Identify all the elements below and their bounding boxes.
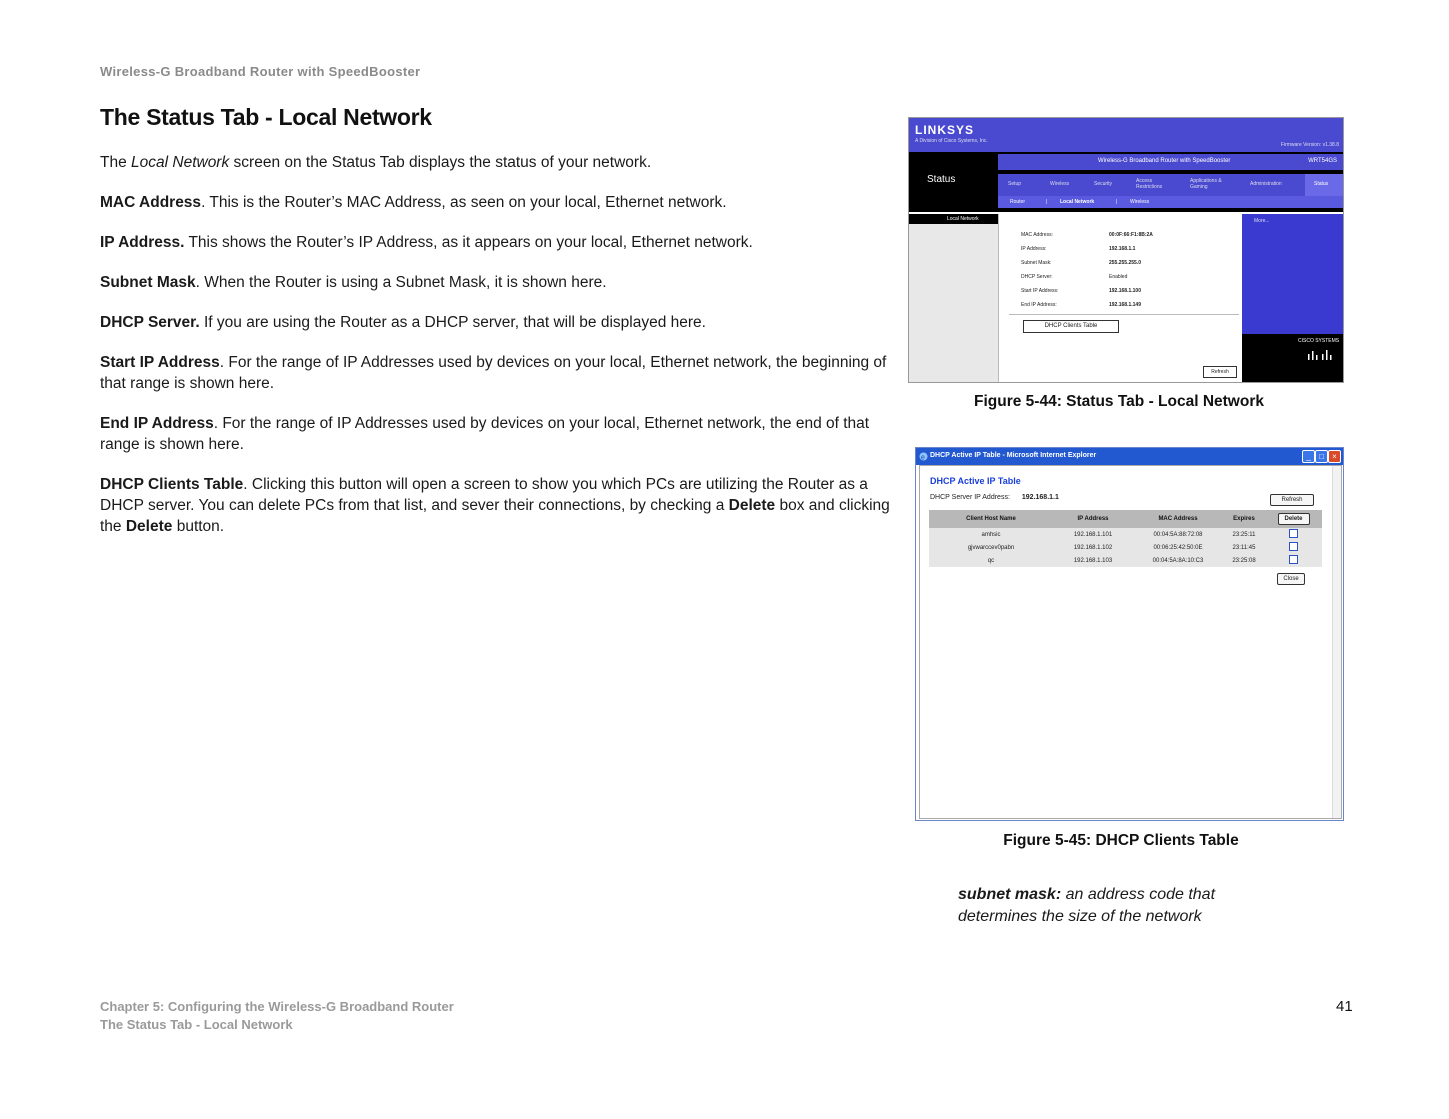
delete-cell <box>1265 554 1322 567</box>
ip-term: IP Address. <box>100 234 185 251</box>
sub-tabs <box>998 196 1343 208</box>
linksys-logo: LINKSYS <box>915 123 975 137</box>
expires-cell: 23:11:45 <box>1223 541 1265 554</box>
cisco-label: CISCO SYSTEMS <box>1298 338 1340 344</box>
subnet-text: . When the Router is using a Subnet Mask, it is shown here. <box>195 274 607 291</box>
side-panel <box>909 214 998 382</box>
window-title: DHCP Active IP Table - Microsoft Internet Explorer <box>930 452 1097 459</box>
glossary-definition-2: determines the size of the network <box>958 908 1202 925</box>
column-header-ip: IP Address <box>1053 510 1133 528</box>
running-head: Wireless-G Broadband Router with SpeedBooster <box>100 64 421 79</box>
subtab-local-network[interactable]: Local Network <box>1060 199 1095 205</box>
close-icon[interactable]: × <box>1328 450 1341 463</box>
host-cell: amhsic <box>929 528 1053 541</box>
table-row <box>929 541 1322 554</box>
ie-icon <box>919 452 928 461</box>
intro-emphasis: Local Network <box>131 154 230 171</box>
dhcp-clients-window-screenshot <box>915 447 1344 821</box>
dhcp-term: DHCP Server. <box>100 314 200 331</box>
subtab-separator-2: | <box>1116 199 1118 205</box>
footer-chapter: Chapter 5: Configuring the Wireless-G Broadband Router <box>100 999 454 1014</box>
page-title: The Status Tab - Local Network <box>100 104 432 130</box>
intro-paragraph <box>100 152 890 173</box>
ip-paragraph <box>100 232 890 253</box>
window-titlebar <box>916 448 1343 465</box>
tab-setup[interactable]: Setup <box>1008 181 1022 187</box>
end-ip-value: 192.168.1.149 <box>1109 302 1141 308</box>
status-content <box>998 214 1243 382</box>
ip-cell: 192.168.1.102 <box>1053 541 1133 554</box>
window-content <box>919 465 1342 819</box>
subtab-router[interactable]: Router <box>1010 199 1026 205</box>
section-label: Status <box>927 174 956 185</box>
clients-text: . Clicking this button will open a screen to show you which PCs are utilizing the Router as a DHCP server. You can delete PCs from that list, and sever their connections, by checking a <box>100 476 868 514</box>
main-tabs <box>998 174 1343 196</box>
mac-cell: 00:04:5A:88:72:08 <box>1133 528 1223 541</box>
linksys-subtitle: A Division of Cisco Systems, Inc. <box>915 138 988 144</box>
mac-value: 00:0F:66:F1:8B:2A <box>1109 232 1153 238</box>
ip-text: This shows the Router’s IP Address, as it appears on your local, Ethernet network. <box>184 234 753 251</box>
router-nav <box>998 152 1343 212</box>
dhcp-paragraph <box>100 312 890 333</box>
table-header-row <box>929 510 1322 528</box>
svg-text:e: e <box>921 454 925 461</box>
delete-cell <box>1265 528 1322 541</box>
server-ip-label: DHCP Server IP Address: <box>930 494 1010 501</box>
glossary-term: subnet mask: <box>958 886 1062 903</box>
delete-checkbox[interactable] <box>1289 529 1298 538</box>
tab-security[interactable]: Security <box>1094 181 1113 187</box>
maximize-icon[interactable]: □ <box>1315 450 1328 463</box>
tab-administration[interactable]: Administration <box>1250 181 1282 187</box>
body-text <box>100 152 890 537</box>
ip-label: IP Address: <box>1021 246 1047 252</box>
host-cell: qc <box>929 554 1053 567</box>
clients-text-3: button. <box>172 518 225 535</box>
start-ip-text: . For the range of IP Addresses used by devices on your local, Ethernet network, the beginning of that range is shown here. <box>100 354 887 392</box>
minimize-icon[interactable]: _ <box>1302 450 1315 463</box>
clients-delete-term-2: Delete <box>125 518 173 535</box>
tab-status[interactable]: Status <box>1314 181 1329 187</box>
page-number: 41 <box>1336 998 1353 1015</box>
expires-cell: 23:25:11 <box>1223 528 1265 541</box>
start-ip-label: Start IP Address: <box>1021 288 1059 294</box>
close-button[interactable]: Close <box>1277 573 1305 585</box>
figure-5-44-caption: Figure 5-44: Status Tab - Local Network <box>974 393 1264 410</box>
subnet-term: Subnet Mask <box>100 274 196 291</box>
mac-label: MAC Address: <box>1021 232 1053 238</box>
side-heading <box>909 214 998 224</box>
subtab-wireless[interactable]: Wireless <box>1130 199 1150 205</box>
refresh-button[interactable]: Refresh <box>1270 494 1314 506</box>
clients-delete-term: Delete <box>728 497 776 514</box>
host-cell: gjvwarccev0pabn <box>929 541 1053 554</box>
dhcp-text: If you are using the Router as a DHCP server, that will be displayed here. <box>199 314 706 331</box>
cisco-bridge-icon <box>1306 348 1336 360</box>
subnet-paragraph <box>100 272 890 293</box>
clients-text-2: box and clicking the <box>100 497 890 535</box>
clients-paragraph <box>100 474 890 537</box>
dhcp-value: Enabled <box>1109 274 1128 280</box>
expires-cell: 23:25:08 <box>1223 554 1265 567</box>
ip-value: 192.168.1.1 <box>1109 246 1136 252</box>
footer-section: The Status Tab - Local Network <box>100 1017 293 1032</box>
help-more-link[interactable]: More... <box>1254 218 1270 224</box>
start-ip-value: 192.168.1.100 <box>1109 288 1141 294</box>
glossary-definition: an address code that <box>1061 886 1216 903</box>
end-ip-text: . For the range of IP Addresses used by devices on your local, Ethernet network, the end of that range is shown here. <box>100 415 870 453</box>
subnet-value: 255.255.255.0 <box>1109 260 1141 266</box>
mac-cell: 00:04:5A:8A:10:C3 <box>1133 554 1223 567</box>
tab-applications-gaming[interactable]: Applications & Gaming <box>1190 178 1222 190</box>
product-name: Wireless-G Broadband Router with SpeedBooster <box>1098 158 1231 164</box>
ip-cell: 192.168.1.103 <box>1053 554 1133 567</box>
mac-term: MAC Address <box>100 194 202 211</box>
clients-term: DHCP Clients Table <box>100 476 244 493</box>
delete-checkbox[interactable] <box>1289 555 1298 564</box>
glossary-note <box>958 884 1215 928</box>
model-name: WRT54GS <box>1308 158 1337 164</box>
mac-cell: 00:06:25:42:50:0E <box>1133 541 1223 554</box>
refresh-button[interactable]: Refresh <box>1203 366 1237 378</box>
delete-checkbox[interactable] <box>1289 542 1298 551</box>
column-header-mac: MAC Address <box>1133 510 1223 528</box>
help-panel <box>1242 214 1343 382</box>
intro-text: The <box>100 154 132 171</box>
dhcp-clients-table-button[interactable]: DHCP Clients Table <box>1023 320 1119 333</box>
scrollbar[interactable] <box>1332 466 1341 818</box>
side-heading-label: Local Network <box>947 216 979 222</box>
delete-button[interactable]: Delete <box>1278 513 1310 525</box>
table-row <box>929 528 1322 541</box>
product-bar <box>998 154 1343 170</box>
dhcp-clients-table <box>929 510 1322 567</box>
firmware-version: Firmware Version: v1.38.8 <box>1280 142 1339 148</box>
start-ip-term: Start IP Address <box>100 354 220 371</box>
dhcp-table-heading: DHCP Active IP Table <box>930 476 1021 486</box>
tab-access-restrictions[interactable]: Access Restrictions <box>1136 178 1163 190</box>
column-header-expires: Expires <box>1223 510 1265 528</box>
tab-wireless[interactable]: Wireless <box>1050 181 1070 187</box>
mac-text: . This is the Router’s MAC Address, as seen on your local, Ethernet network. <box>201 194 727 211</box>
dhcp-label: DHCP Server: <box>1021 274 1053 280</box>
delete-cell <box>1265 541 1322 554</box>
column-header-delete <box>1265 510 1322 528</box>
server-ip-value: 192.168.1.1 <box>1021 494 1059 501</box>
section-label-panel <box>909 152 998 212</box>
content-divider <box>1009 314 1239 315</box>
subtab-separator: | <box>1046 199 1048 205</box>
ip-cell: 192.168.1.101 <box>1053 528 1133 541</box>
server-ip-line <box>930 494 1059 501</box>
column-header-host: Client Host Name <box>929 510 1053 528</box>
table-row <box>929 554 1322 567</box>
cisco-wave <box>1242 334 1343 382</box>
mac-paragraph <box>100 192 890 213</box>
subnet-label: Subnet Mask: <box>1021 260 1052 266</box>
footer <box>100 998 454 1034</box>
start-ip-paragraph <box>100 352 890 394</box>
intro-text-end: screen on the Status Tab displays the status of your network. <box>229 154 652 171</box>
status-local-network-screenshot <box>908 117 1344 383</box>
end-ip-paragraph <box>100 413 890 455</box>
figure-5-45-caption: Figure 5-45: DHCP Clients Table <box>1003 832 1239 849</box>
end-ip-label: End IP Address: <box>1021 302 1057 308</box>
linksys-header <box>909 118 1343 152</box>
end-ip-term: End IP Address <box>100 415 214 432</box>
